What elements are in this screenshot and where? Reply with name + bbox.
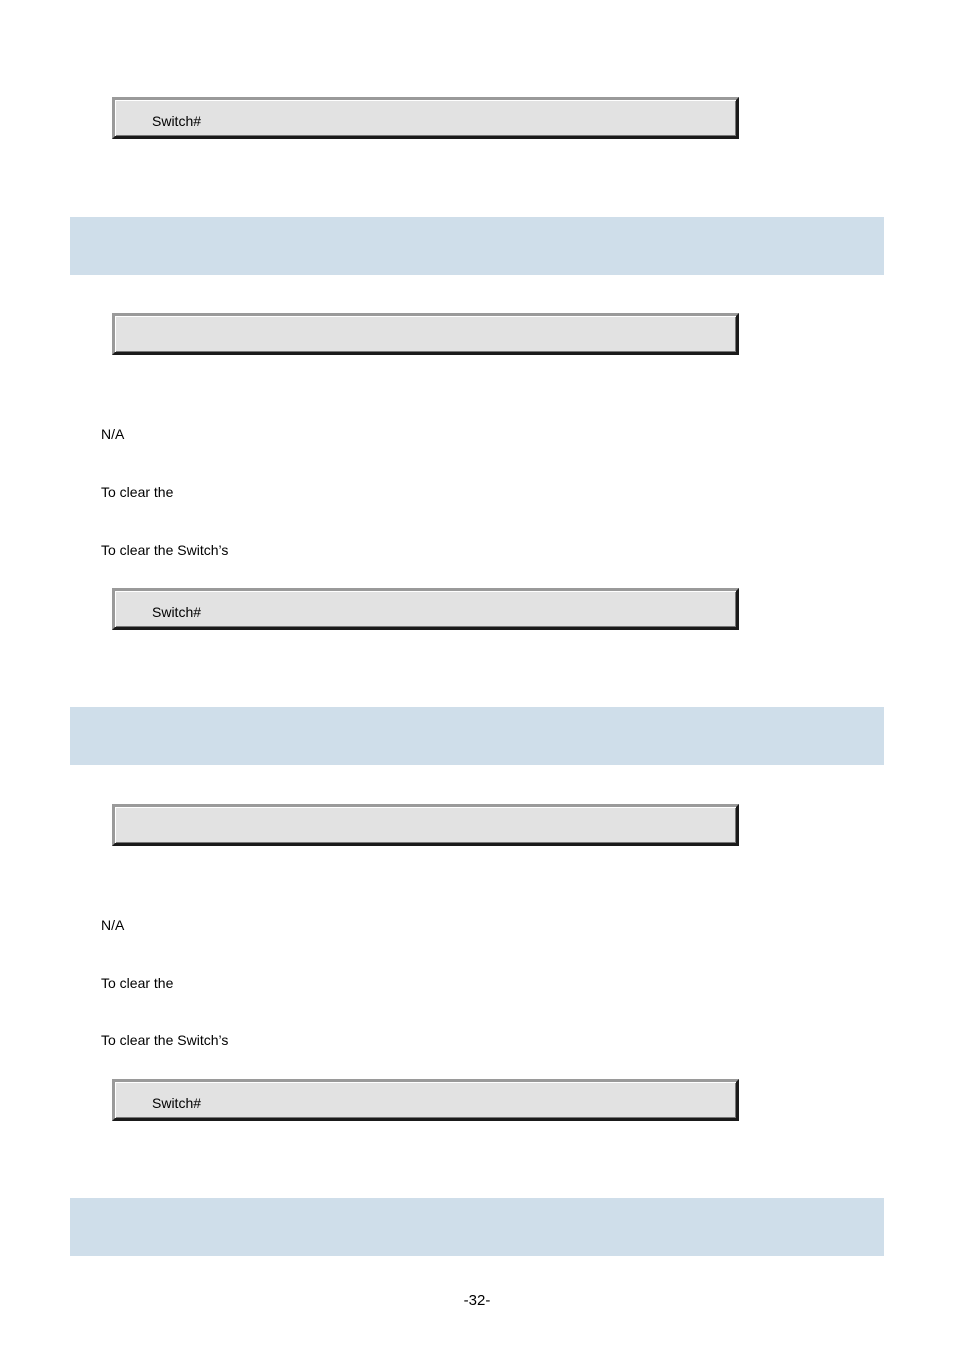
purpose-text: To clear the: [101, 484, 174, 500]
page-number: -32-: [463, 1292, 491, 1309]
usage-text: To clear the Switch’s: [101, 542, 229, 558]
purpose-text: To clear the: [101, 975, 174, 991]
syntax-command-box: [112, 313, 739, 355]
example-command-text: Switch#: [152, 604, 202, 620]
example-command-text: Switch#: [152, 1095, 202, 1111]
section-heading-band: [70, 707, 884, 765]
parameters-text: N/A: [101, 426, 125, 442]
example-command-box: [112, 97, 739, 139]
section-heading-band: [70, 217, 884, 275]
parameters-text: N/A: [101, 917, 125, 933]
syntax-command-box: [112, 804, 739, 846]
section-heading-band: [70, 1198, 884, 1256]
example-command-text: Switch#: [152, 113, 202, 129]
usage-text: To clear the Switch’s: [101, 1032, 229, 1048]
example-command-box: [112, 1079, 739, 1121]
example-command-box: [112, 588, 739, 630]
